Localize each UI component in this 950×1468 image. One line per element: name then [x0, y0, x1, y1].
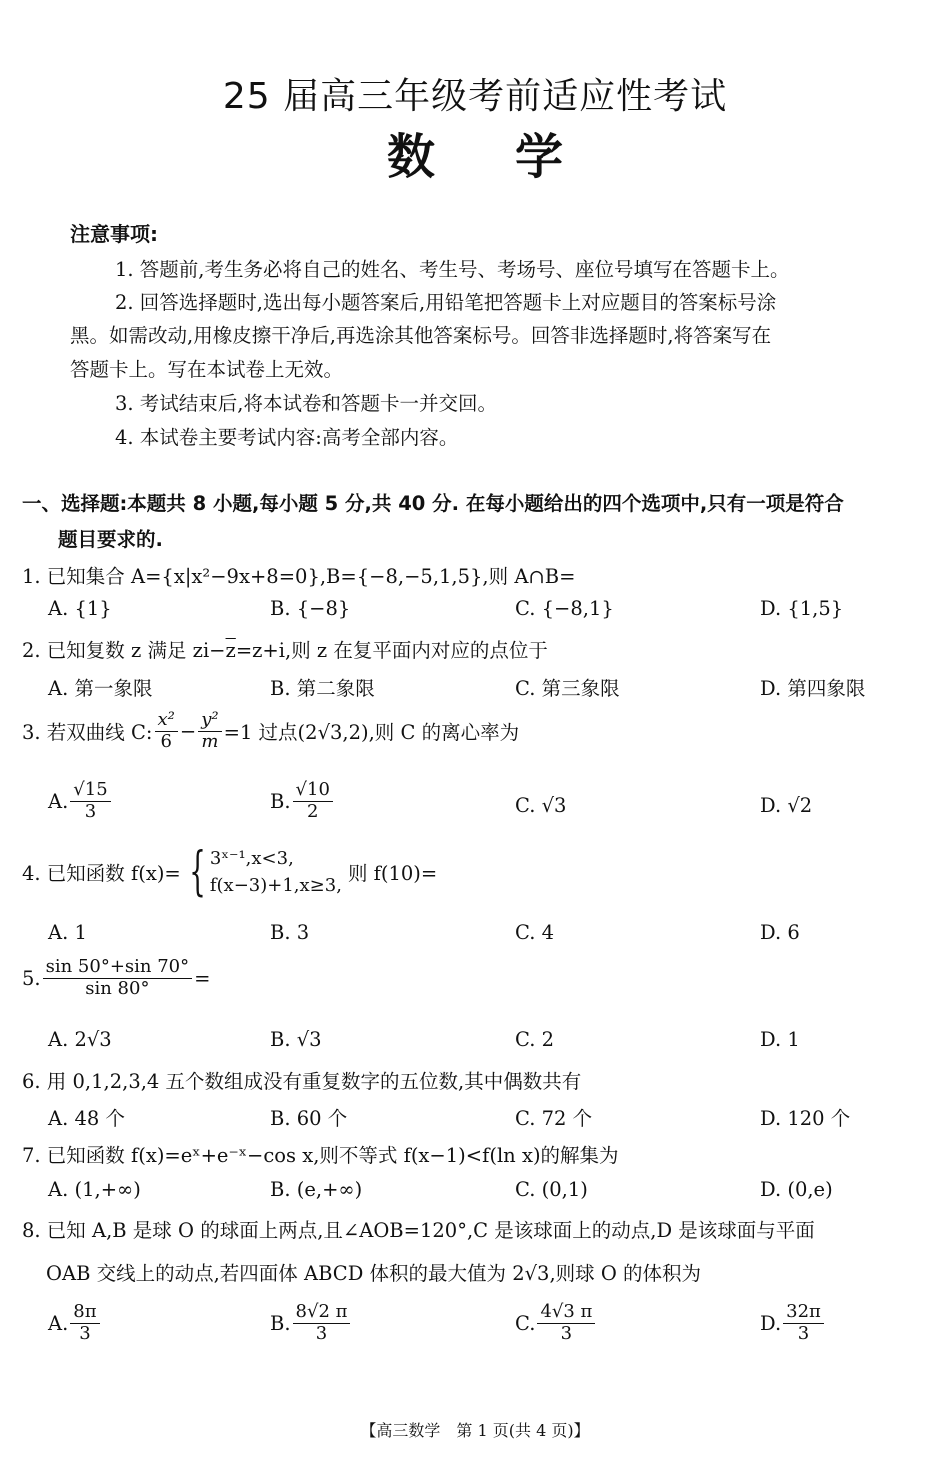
fraction	[783, 1302, 824, 1344]
question-1-option-c: C. {−8,1}	[515, 597, 614, 620]
question-6-option-b: B. 60 个	[270, 1107, 348, 1130]
question-3-option-b	[270, 780, 335, 822]
question-6-option-c: C. 72 个	[515, 1107, 593, 1130]
equals-sign: =	[194, 966, 211, 990]
question-7-option-d: D. (0,e)	[760, 1178, 833, 1201]
fraction	[70, 780, 110, 822]
notice-item-2-line-2: 黑。如需改动,用橡皮擦干净后,再选涂其他答案标号。回答非选择题时,将答案写在	[70, 324, 772, 347]
question-2-stem	[22, 635, 548, 663]
question-2-option-b: B. 第二象限	[270, 677, 375, 700]
frac-den: 2	[306, 800, 319, 822]
question-5-option-a: A. 2√3	[48, 1028, 112, 1051]
question-3-option-c: C. √3	[515, 794, 567, 817]
fraction-sines	[43, 957, 193, 999]
question-7-option-b: B. (e,+∞)	[270, 1178, 363, 1201]
question-2-stem-pre: 2. 已知复数 z 满足 zi−	[22, 639, 226, 662]
question-2-option-d: D. 第四象限	[760, 677, 866, 700]
question-1-option-a: A. {1}	[48, 597, 112, 620]
question-8-stem-line-2: OAB 交线上的动点,若四面体 ABCD 体积的最大值为 2√3,则球 O 的体积为	[46, 1262, 702, 1285]
fraction-x2-over-6	[155, 710, 178, 752]
notice-heading: 注意事项:	[70, 222, 158, 246]
option-label: A.	[48, 1311, 69, 1335]
question-6-stem: 6. 用 0,1,2,3,4 五个数组成没有重复数字的五位数,其中偶数共有	[22, 1070, 582, 1093]
question-6-option-d: D. 120 个	[760, 1107, 851, 1130]
question-4-option-c: C. 4	[515, 921, 555, 944]
option-label: A.	[48, 789, 69, 813]
fraction-y2-over-m	[198, 710, 221, 752]
question-4-stem-post: 则 f(10)=	[347, 862, 438, 885]
section-heading-line-1: 一、选择题:本题共 8 小题,每小题 5 分,共 40 分. 在每小题给出的四个选项中,只有一项是符合	[22, 492, 844, 515]
question-8-option-a	[48, 1302, 102, 1344]
conjugate-z: $\overline{z}$	[225, 639, 236, 662]
frac-num: 8√2 π	[293, 1302, 351, 1324]
option-label: D.	[760, 1311, 782, 1335]
fraction	[537, 1302, 595, 1344]
question-3-stem-pre: 3. 若双曲线 C:	[22, 721, 153, 745]
question-label: 5.	[22, 966, 41, 990]
frac-den: 3	[79, 1322, 91, 1344]
frac-den: 3	[84, 800, 97, 822]
question-8-option-d	[760, 1302, 826, 1344]
notice-item-3: 3. 考试结束后,将本试卷和答题卡一并交回。	[115, 392, 498, 415]
frac-num: y²	[198, 710, 221, 732]
option-label: B.	[270, 1311, 291, 1335]
fraction	[70, 1302, 99, 1344]
case-1: 3ˣ⁻¹,x<3,	[209, 848, 294, 869]
question-5-option-d: D. 1	[760, 1028, 800, 1051]
question-4-stem	[22, 842, 438, 902]
question-8-stem-line-1: 8. 已知 A,B 是球 O 的球面上两点,且∠AOB=120°,C 是该球面上的动点,D 是该球面与平面	[22, 1219, 815, 1242]
frac-num: sin 50°+sin 70°	[43, 957, 193, 979]
notice-item-1: 1. 答题前,考生务必将自己的姓名、考生号、考场号、座位号填写在答题卡上。	[115, 258, 790, 281]
brace-icon: {	[189, 842, 206, 902]
subject-title: 数学	[386, 129, 643, 185]
frac-den: 3	[797, 1322, 810, 1344]
frac-den: 6	[160, 730, 172, 752]
question-7-stem: 7. 已知函数 f(x)=eˣ+e⁻ˣ−cos x,则不等式 f(x−1)<f(ln x)的解集为	[22, 1144, 619, 1167]
question-4-option-d: D. 6	[760, 921, 800, 944]
frac-den: sin 80°	[85, 977, 150, 999]
question-2-option-c: C. 第三象限	[515, 677, 620, 700]
fraction	[293, 780, 333, 822]
notice-item-2-line-3: 答题卡上。写在本试卷上无效。	[70, 358, 344, 381]
question-1-option-b: B. {−8}	[270, 597, 351, 620]
question-4-option-b: B. 3	[270, 921, 310, 944]
frac-num: √15	[70, 780, 110, 802]
frac-den: m	[201, 730, 219, 752]
question-3-option-a	[48, 780, 113, 822]
question-5-stem	[22, 957, 210, 999]
question-4-option-a: A. 1	[48, 921, 87, 944]
section-heading-line-2: 题目要求的.	[58, 528, 163, 551]
case-2: f(x−3)+1,x≥3,	[209, 875, 342, 896]
option-label: B.	[270, 789, 291, 813]
frac-den: 3	[560, 1322, 573, 1344]
fraction	[293, 1302, 351, 1344]
piecewise	[181, 842, 342, 902]
question-7-option-a: A. (1,+∞)	[48, 1178, 141, 1201]
question-2-option-a: A. 第一象限	[48, 677, 153, 700]
frac-num: √10	[293, 780, 333, 802]
notice-item-4: 4. 本试卷主要考试内容:高考全部内容。	[115, 426, 459, 449]
question-1-stem: 1. 已知集合 A={x|x²−9x+8=0},B={−8,−5,1,5},则 A∩B=	[22, 565, 576, 588]
question-5-option-c: C. 2	[515, 1028, 555, 1051]
frac-num: 8π	[70, 1302, 99, 1324]
question-6-option-a: A. 48 个	[48, 1107, 125, 1130]
frac-den: 3	[315, 1322, 328, 1344]
question-8-option-b	[270, 1302, 352, 1344]
question-4-stem-pre: 4. 已知函数 f(x)=	[22, 862, 181, 885]
question-8-option-c	[515, 1302, 597, 1344]
question-7-option-c: C. (0,1)	[515, 1178, 588, 1201]
page-footer: 【高三数学 第 1 页(共 4 页)】	[360, 1421, 590, 1440]
exam-title: 25 届高三年级考前适应性考试	[222, 76, 728, 117]
frac-num: 32π	[783, 1302, 824, 1324]
question-3-option-d: D. √2	[760, 794, 813, 817]
frac-num: x²	[155, 710, 178, 732]
question-5-option-b: B. √3	[270, 1028, 322, 1051]
frac-num: 4√3 π	[537, 1302, 595, 1324]
question-1-option-d: D. {1,5}	[760, 597, 844, 620]
question-3-stem	[22, 710, 519, 752]
option-label: C.	[515, 1311, 536, 1335]
question-3-stem-post: =1 过点(2√3,2),则 C 的离心率为	[223, 721, 520, 745]
piecewise-cases	[210, 845, 342, 899]
notice-item-2-line-1: 2. 回答选择题时,选出每小题答案后,用铅笔把答题卡上对应题目的答案标号涂	[115, 291, 777, 314]
minus-sign: −	[179, 719, 197, 743]
question-2-stem-post: =z+i,则 z 在复平面内对应的点位于	[235, 639, 548, 662]
